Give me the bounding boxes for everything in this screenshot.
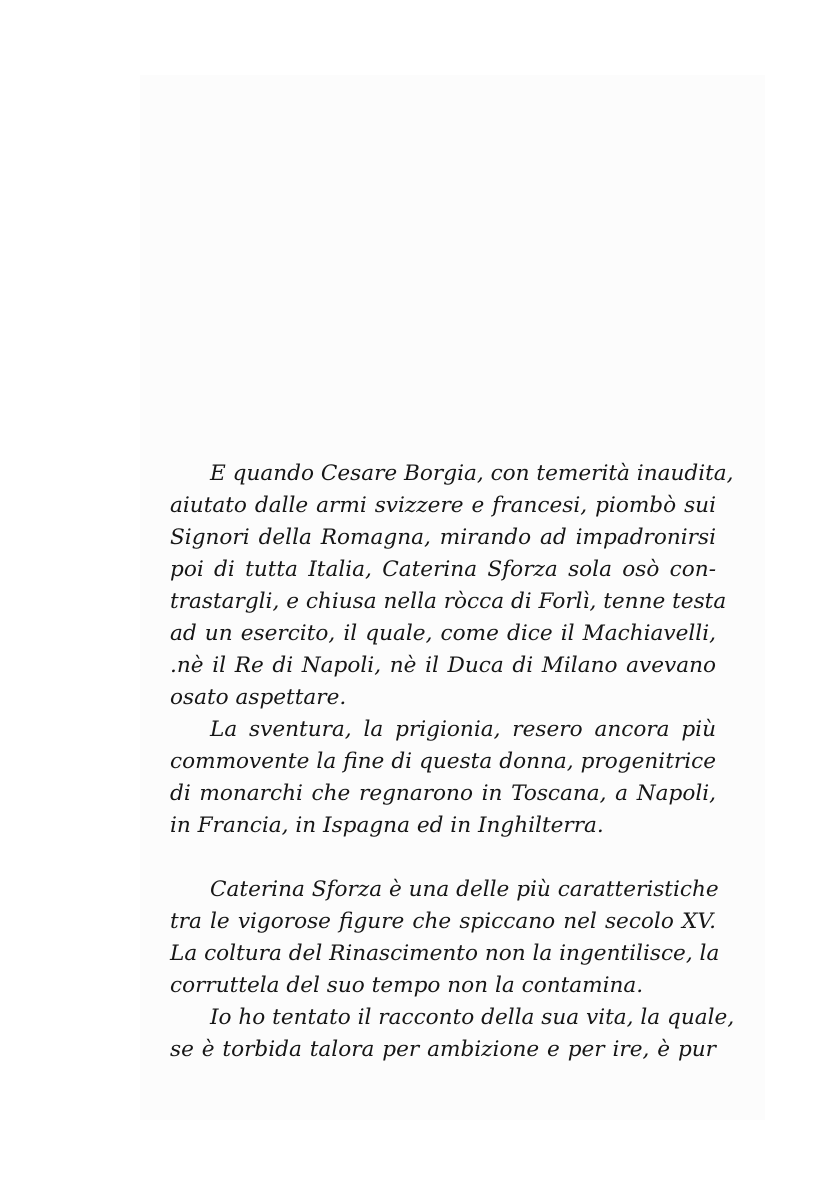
paragraph bbox=[170, 874, 720, 1002]
text-line: corruttela del suo tempo non la contamina. bbox=[170, 973, 644, 998]
text-line: La coltura del Rinascimento non la ingentilisce, la bbox=[170, 941, 720, 966]
text-line: commovente la fine di questa donna, progenitrice bbox=[170, 749, 716, 774]
text-line: .nè il Re di Napoli, nè il Duca di Milano avevano bbox=[170, 653, 716, 678]
paragraph bbox=[170, 458, 734, 714]
text-line: ad un esercito, il quale, come dice il Machiavelli, bbox=[170, 621, 716, 646]
text-line: trastargli, e chiusa nella ròcca di Forlì, tenne testa bbox=[170, 589, 727, 614]
text-line: di monarchi che regnarono in Toscana, a Napoli, bbox=[170, 781, 716, 806]
text-line: aiutato dalle armi svizzere e francesi, piombò sui bbox=[170, 493, 716, 518]
text-line: poi di tutta Italia, Caterina Sforza sola osò con- bbox=[170, 557, 716, 582]
text-line: tra le vigorose figure che spiccano nel secolo XV. bbox=[170, 909, 716, 934]
text-line: Caterina Sforza è una delle più caratteristiche bbox=[210, 877, 719, 902]
text-line: E quando Cesare Borgia, con temerità inaudita, bbox=[210, 461, 734, 486]
text-line: osato aspettare. bbox=[170, 685, 347, 710]
paragraph bbox=[170, 1002, 735, 1066]
paragraph-gap bbox=[170, 842, 716, 874]
paragraph bbox=[170, 714, 716, 842]
text-line: Io ho tentato il racconto della sua vita, la quale, bbox=[210, 1005, 735, 1030]
text-line: se è torbida talora per ambizione e per ire, è pur bbox=[170, 1037, 716, 1062]
text-line: Signori della Romagna, mirando ad impadronirsi bbox=[170, 525, 716, 550]
body-text bbox=[170, 458, 735, 1066]
text-line: in Francia, in Ispagna ed in Inghilterra. bbox=[170, 813, 604, 838]
text-line: La sventura, la prigionia, resero ancora più bbox=[210, 717, 716, 742]
